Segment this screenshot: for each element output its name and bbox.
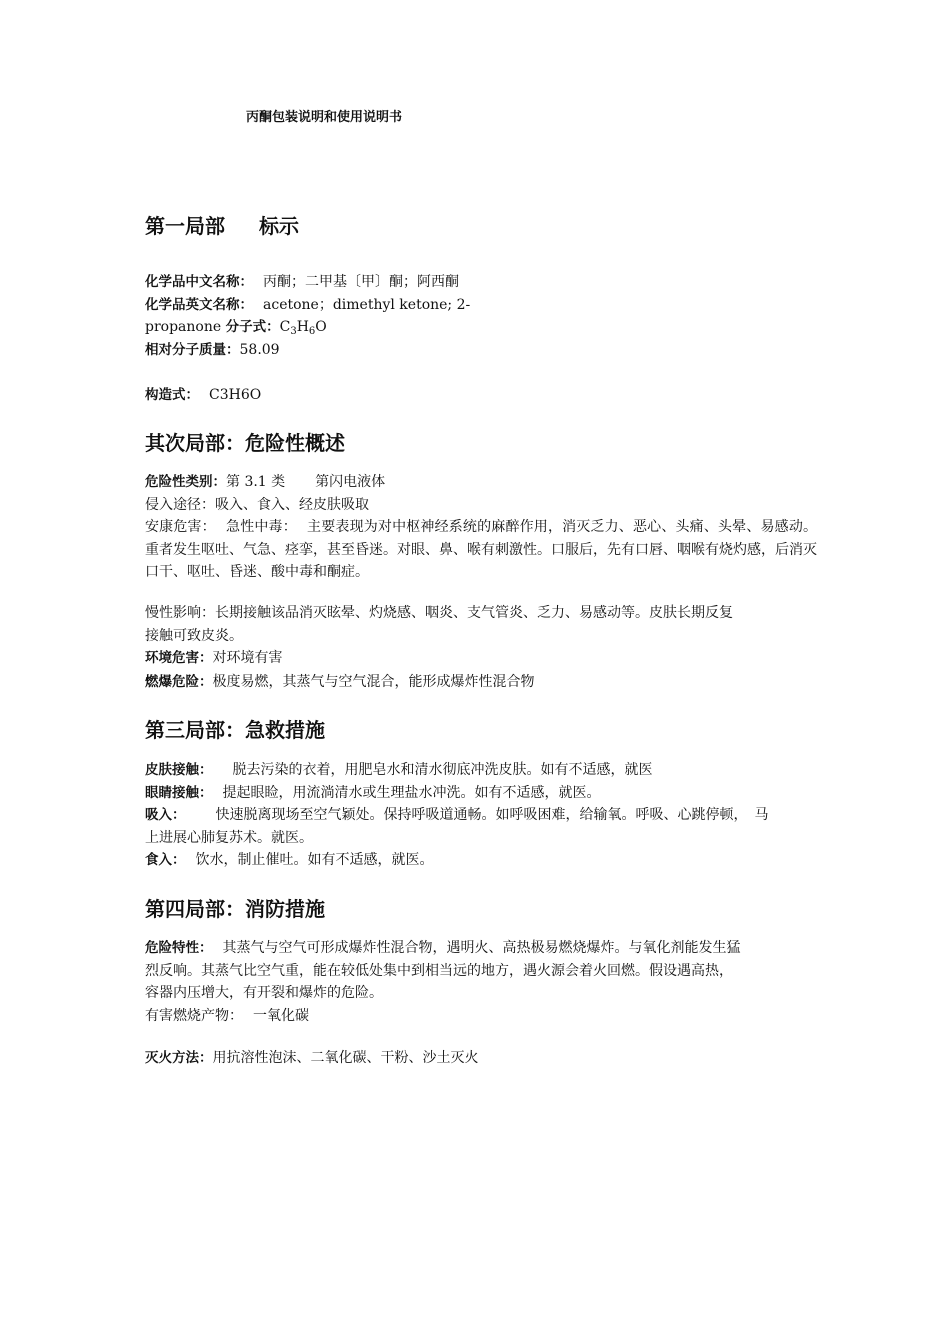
extinguish-row bbox=[145, 1047, 817, 1070]
identification-fields bbox=[145, 271, 817, 361]
fire-fighting-fields bbox=[145, 937, 817, 1027]
hazard-row-cont: 烈反响。其蒸气比空气重，能在较低处集中到相当远的地方，遇火源会着火回燃。假设遇高热， bbox=[145, 962, 733, 979]
field-value: 其蒸气与空气可形成爆炸性混合物，遇明火、高热极易燃烧爆炸。与氧化剂能发生猛 bbox=[222, 940, 741, 956]
fire-explosion bbox=[145, 671, 817, 694]
inhale-row bbox=[145, 804, 817, 827]
extinguishing-methods bbox=[145, 1047, 817, 1070]
field-label: 皮肤接触： bbox=[145, 762, 213, 778]
structure-field bbox=[145, 384, 817, 407]
field-value: 58.09 bbox=[239, 341, 280, 358]
field-label: 构造式： bbox=[145, 387, 199, 403]
field-value: 饮水，制止催吐。如有不适感，就医。 bbox=[195, 852, 434, 868]
field-label: 化学品英文名称： bbox=[145, 296, 253, 313]
hazard-row bbox=[145, 937, 817, 960]
section-first-aid bbox=[145, 716, 817, 744]
hazards-fields bbox=[145, 471, 817, 584]
formula-c-sub: 3 bbox=[290, 326, 297, 337]
section-fire-fighting bbox=[145, 895, 817, 923]
field-label: 化学品中文名称： bbox=[145, 274, 253, 290]
field-value: 主要表现为对中枢神经系统的麻醉作用，消灭乏力、恶心、头痛、头晕、易感动。重者发生呕吐、气急、痉挛，甚至昏迷。对眼、鼻、喉有刺激性。口服后，先有口唇、咽喉有烧灼感，后消灭口干、呕吐、昏迷、酸中毒和酮症。 bbox=[145, 519, 818, 580]
field-value: 第 3.1 类 bbox=[226, 474, 286, 490]
field-value: 对环境有害 bbox=[212, 650, 283, 666]
section-identification bbox=[145, 212, 817, 240]
field-value: 第闪电液体 bbox=[315, 474, 386, 490]
inhale-row-cont: 上进展心肺复苏术。就医。 bbox=[145, 829, 313, 846]
formula-row bbox=[145, 316, 817, 339]
combustion-row bbox=[145, 1005, 817, 1028]
field-label: 分子式： bbox=[225, 319, 280, 335]
section-heading: 第三局部：急救措施 bbox=[145, 718, 325, 742]
field-label: 灭火方法： bbox=[145, 1050, 213, 1066]
hazard-row-cont: 容器内压增大，有开裂和爆炸的危险。 bbox=[145, 985, 383, 1001]
formula-c: C bbox=[279, 319, 291, 335]
formula-h-sub: 6 bbox=[308, 326, 316, 337]
formula-h: H bbox=[296, 319, 309, 335]
health-paragraph bbox=[145, 516, 817, 584]
section-heading: 其次局部：危险性概述 bbox=[145, 431, 345, 455]
field-label: 有害燃烧产物： bbox=[145, 1007, 243, 1024]
field-label: 眼睛接触： bbox=[145, 784, 213, 801]
heading-part-a: 第一局部 bbox=[145, 214, 225, 238]
en-name-row bbox=[145, 294, 817, 317]
field-label: 危险性类别： bbox=[145, 474, 226, 490]
eye-row bbox=[145, 782, 817, 805]
ingest-row bbox=[145, 849, 817, 872]
skin-row bbox=[145, 759, 817, 782]
chronic-line: 慢性影响：长期接触该品消灭眩晕、灼烧感、咽炎、支气管炎、乏力、易感动等。皮肤长期反复 bbox=[145, 605, 733, 621]
field-value: propanone bbox=[145, 319, 222, 335]
section-heading: 第四局部：消防措施 bbox=[145, 897, 325, 921]
field-label: 燃爆危险： bbox=[145, 674, 213, 690]
field-label: 环境危害： bbox=[145, 650, 213, 666]
category-row bbox=[145, 471, 817, 494]
cn-name-row bbox=[145, 271, 817, 294]
chronic-line: 接触可致皮炎。 bbox=[145, 627, 243, 644]
field-value: 脱去污染的衣着，用肥皂水和清水彻底冲洗皮肤。如有不适感，就医 bbox=[232, 762, 653, 778]
field-value: 丙酮；二甲基〔甲〕酮；阿西酮 bbox=[263, 274, 459, 290]
heading-part-b: 标示 bbox=[259, 214, 299, 238]
formula-o: O bbox=[315, 319, 327, 335]
field-value: 快速脱离现场至空气颖处。保持呼吸道通畅。如呼吸困难，给输氧。呼吸、心跳停顿， 马 bbox=[215, 807, 769, 823]
document-title: 丙酮包装说明和使用说明书 bbox=[246, 110, 403, 125]
first-aid-fields bbox=[145, 759, 817, 872]
chronic-effects bbox=[145, 602, 817, 670]
environment-row bbox=[145, 647, 817, 670]
field-label: 食入： bbox=[145, 852, 186, 868]
structure-row bbox=[145, 384, 817, 407]
field-label: 危险特性： bbox=[145, 940, 213, 956]
field-label: 吸入： bbox=[145, 807, 186, 823]
field-value: 提起眼睑，用流淌清水或生理盐水冲洗。如有不适感，就医。 bbox=[222, 784, 601, 801]
field-label: 安康危害： bbox=[145, 519, 216, 535]
section-hazards bbox=[145, 429, 817, 457]
field-value: 极度易燃，其蒸气与空气混合，能形成爆炸性混合物 bbox=[212, 674, 535, 690]
acute-label: 急性中毒： bbox=[225, 519, 297, 535]
section-heading bbox=[145, 212, 817, 240]
field-value: acetone；dimethyl ketone; 2- bbox=[263, 296, 471, 313]
field-label: 相对分子质量： bbox=[145, 341, 240, 358]
field-value: C3H6O bbox=[209, 387, 262, 403]
field-value: 一氧化碳 bbox=[253, 1007, 309, 1024]
fire-row bbox=[145, 671, 817, 694]
mass-row bbox=[145, 339, 817, 362]
field-value: 用抗溶性泡沫、二氧化碳、干粉、沙土灭火 bbox=[212, 1050, 479, 1066]
route-row: 侵入途径：吸入、食入、经皮肤吸取 bbox=[145, 496, 369, 513]
